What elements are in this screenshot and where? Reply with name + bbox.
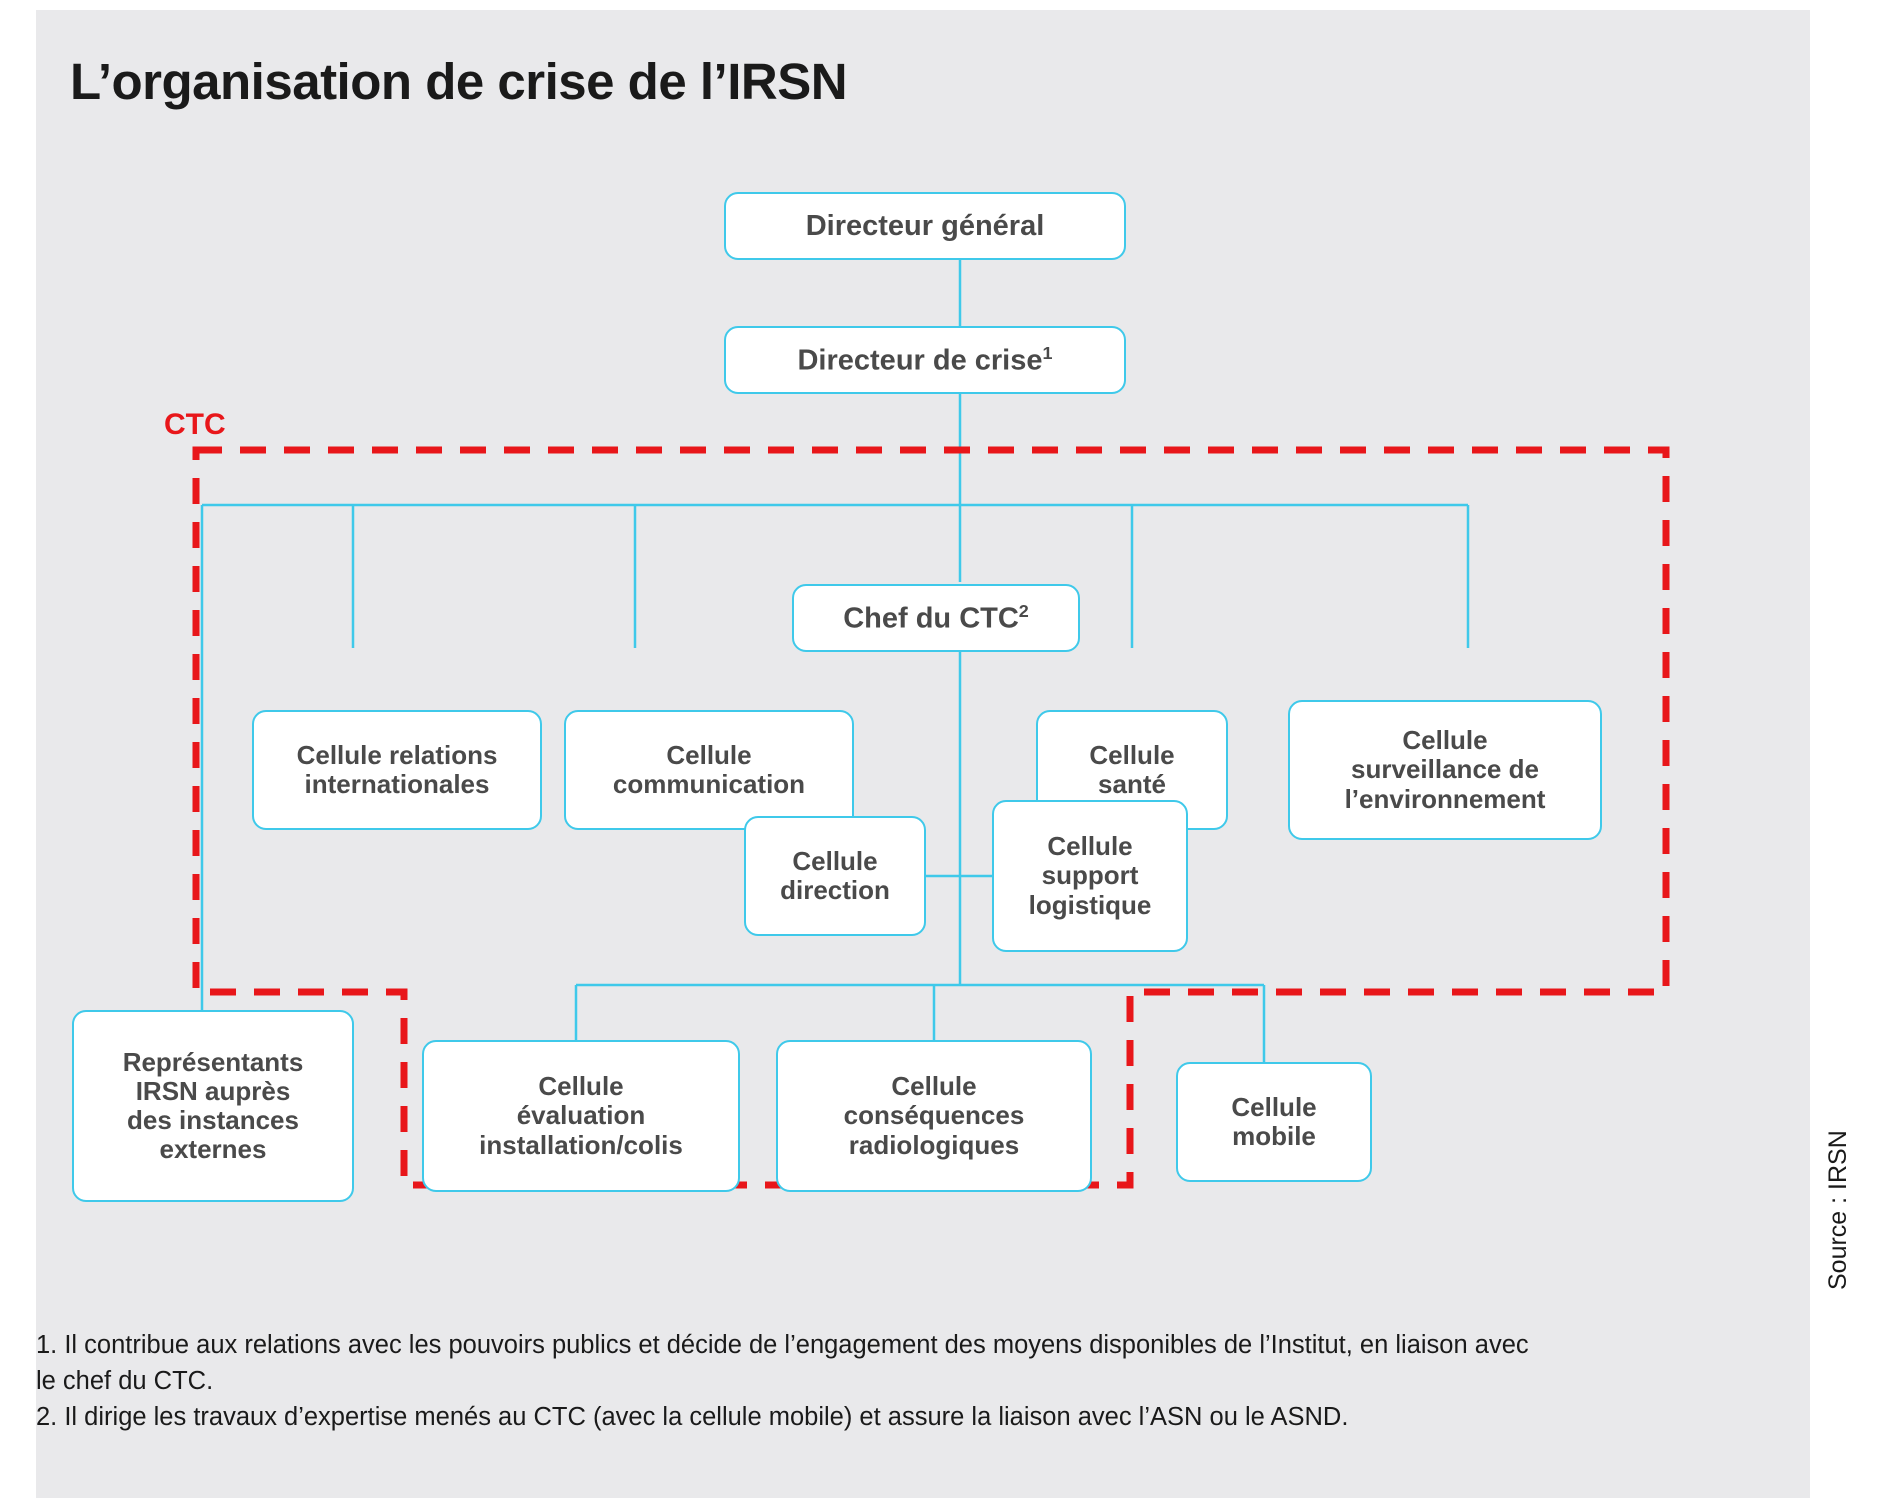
figure-title: L’organisation de crise de l’IRSN: [70, 53, 848, 110]
footnotes: [36, 1327, 1536, 1436]
node-directeur-de-crise-label: Directeur de crise$^1$: [797, 342, 1053, 377]
node-cellule-mobile[interactable]: [1176, 1062, 1372, 1182]
node-directeur-de-crise[interactable]: [724, 326, 1126, 394]
node-cellule-evaluation-installation-colis-label: Cellule évaluation installation/colis: [479, 1071, 683, 1160]
node-cellule-surveillance-environnement-label: Cellule surveillance de l’environnement: [1344, 725, 1546, 814]
figure-panel: [36, 10, 1810, 1498]
node-directeur-general[interactable]: [724, 192, 1126, 260]
node-cellule-relations-internationales[interactable]: [252, 710, 542, 830]
node-cellule-consequences-radiologiques[interactable]: [776, 1040, 1092, 1192]
ctc-region-label: CTC: [164, 408, 226, 441]
footnote-2: 2. Il dirige les travaux d’expertise menés au CTC (avec la cellule mobile) et assure la liaison avec l’ASN ou le ASND.: [36, 1403, 1349, 1432]
node-cellule-relations-internationales-label: Cellule relations internationales: [296, 739, 498, 799]
source-credit: Source : IRSN: [1824, 1130, 1852, 1290]
node-cellule-consequences-radiologiques-label: Cellule conséquences radiologiques: [843, 1071, 1025, 1160]
node-representants-irsn-label: Représentants IRSN auprès des instances externes: [122, 1046, 304, 1165]
node-cellule-sante-label: Cellule santé: [1089, 739, 1175, 799]
node-cellule-support-logistique[interactable]: [992, 800, 1188, 952]
node-cellule-communication[interactable]: [564, 710, 854, 830]
node-cellule-surveillance-environnement[interactable]: [1288, 700, 1602, 840]
footnote-1: 1. Il contribue aux relations avec les pouvoirs publics et décide de l’engagement des moyens disponibles de l’Institut, en liaison avec le chef du CTC.: [36, 1331, 1529, 1396]
node-cellule-direction[interactable]: [744, 816, 926, 936]
node-cellule-support-logistique-label: Cellule support logistique: [1028, 831, 1152, 920]
node-chef-du-ctc[interactable]: [792, 584, 1080, 652]
node-representants-irsn[interactable]: [72, 1010, 354, 1202]
node-cellule-direction-label: Cellule direction: [780, 845, 890, 905]
node-directeur-general-label: Directeur général: [805, 209, 1045, 242]
node-cellule-communication-label: Cellule communication: [612, 739, 806, 799]
node-cellule-mobile-label: Cellule mobile: [1231, 1091, 1317, 1151]
node-chef-du-ctc-label: Chef du CTC$^2$: [843, 600, 1029, 635]
node-cellule-evaluation-installation-colis[interactable]: [422, 1040, 740, 1192]
